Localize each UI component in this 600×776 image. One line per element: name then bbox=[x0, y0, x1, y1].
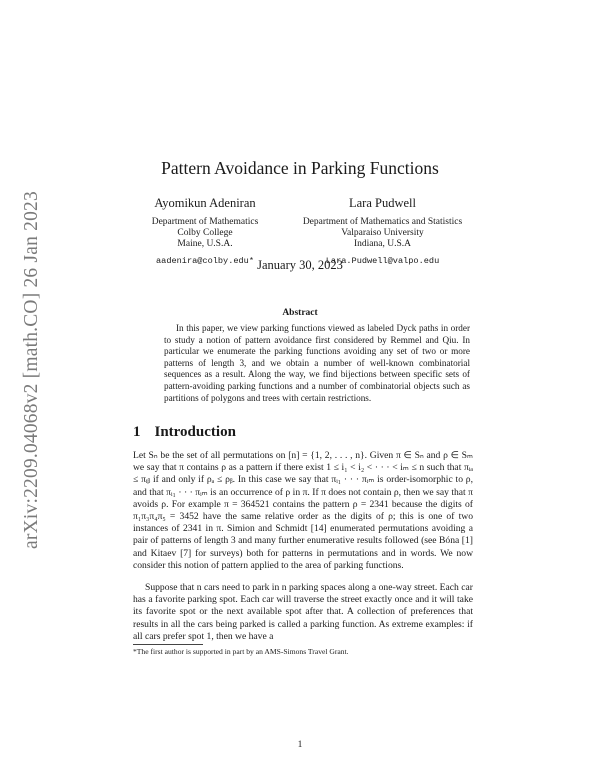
author-name: Lara Pudwell bbox=[349, 196, 416, 210]
author-dept: Department of Mathematics and Statistics bbox=[302, 217, 463, 227]
author-block-2 bbox=[275, 196, 490, 266]
abstract-heading: Abstract bbox=[282, 308, 318, 318]
author-email[interactable]: Lara.Pudwell@valpo.edu bbox=[325, 256, 440, 266]
arxiv-id: arXiv:2209.04068v2 [math.CO] 26 Jan 2023 bbox=[21, 191, 42, 549]
author-block-1 bbox=[130, 196, 280, 266]
page-number: 1 bbox=[297, 740, 303, 750]
author-inst: Valparaiso University bbox=[341, 228, 424, 238]
section-title: Introduction bbox=[154, 424, 236, 440]
author-name: Ayomikun Adeniran bbox=[154, 196, 256, 210]
intro-paragraph-2: Suppose that n cars need to park in n parking spaces along a one-way street. Each car has a favorite parking spot. Each car will traverse the street exactly once and it will take its favorite spot or the next available spot after that. A collection of preferences that results in all the cars being parked is called a parking function. As extreme examples: if all cars prefer spot 1, then we have a bbox=[133, 582, 473, 642]
footnote: *The first author is supported in part by an AMS-Simons Travel Grant. bbox=[133, 647, 349, 656]
abstract-text: In this paper, we view parking functions viewed as labeled Dyck paths in order to study a notion of pattern avoidance first considered by Remmel and Qiu. In particular we enumerate the parking functions avoiding any set of two or more patterns of length 3, and we obtain a number of well-known combinatorial sequences as a result. Along the way, we find bijections between specific sets of pattern-avoiding parking functions and a number of combinatorial objects such as partitions of polygons and trees with certain restrictions. bbox=[164, 323, 470, 403]
paper-date: January 30, 2023 bbox=[257, 258, 343, 272]
author-loc: Maine, U.S.A. bbox=[177, 239, 233, 249]
paper-title: Pattern Avoidance in Parking Functions bbox=[161, 158, 439, 178]
section-heading bbox=[133, 424, 236, 441]
arxiv-stamp bbox=[18, 150, 46, 590]
section-number: 1 bbox=[133, 424, 141, 440]
author-dept: Department of Mathematics bbox=[151, 217, 259, 227]
author-loc: Indiana, U.S.A bbox=[354, 239, 411, 249]
intro-paragraph-1: Let Sₙ be the set of all permutations on [n] = {1, 2, . . . , n}. Given π ∈ Sₙ and ρ ∈ Sₘ we say that π contains ρ as a pattern if there exist 1 ≤ i₁ < i₂ < · · · < iₘ ≤ n such that πᵢₐ ≤ πᵢᵦ if and only if ρₐ ≤ ρᵦ. In this case we say that πᵢ₁ · · · πᵢₘ is order-isomorphic to ρ, and that πᵢ₁ · · · πᵢₘ is an occurrence of ρ in π. If π does not contain ρ, then we say that π avoids ρ. For example π = 364521 contains the pattern ρ = 2341 because the digits of π₁π₃π₄π₅ = 3452 have the same relative order as the digits of ρ; this is one of two instances of 2341 in π. Simion and Schmidt [14] enumerated permutations avoiding a pair of patterns of length 3 and many further enumerative results followed (see Bóna [1] and Kitaev [7] for surveys) both for patterns in permutations and in words. We now consider this notion of pattern applied to the area of parking functions. bbox=[133, 450, 473, 571]
author-email[interactable]: aadenira@colby.edu* bbox=[156, 256, 254, 266]
footnote-rule bbox=[133, 644, 203, 645]
author-inst: Colby College bbox=[177, 228, 233, 238]
